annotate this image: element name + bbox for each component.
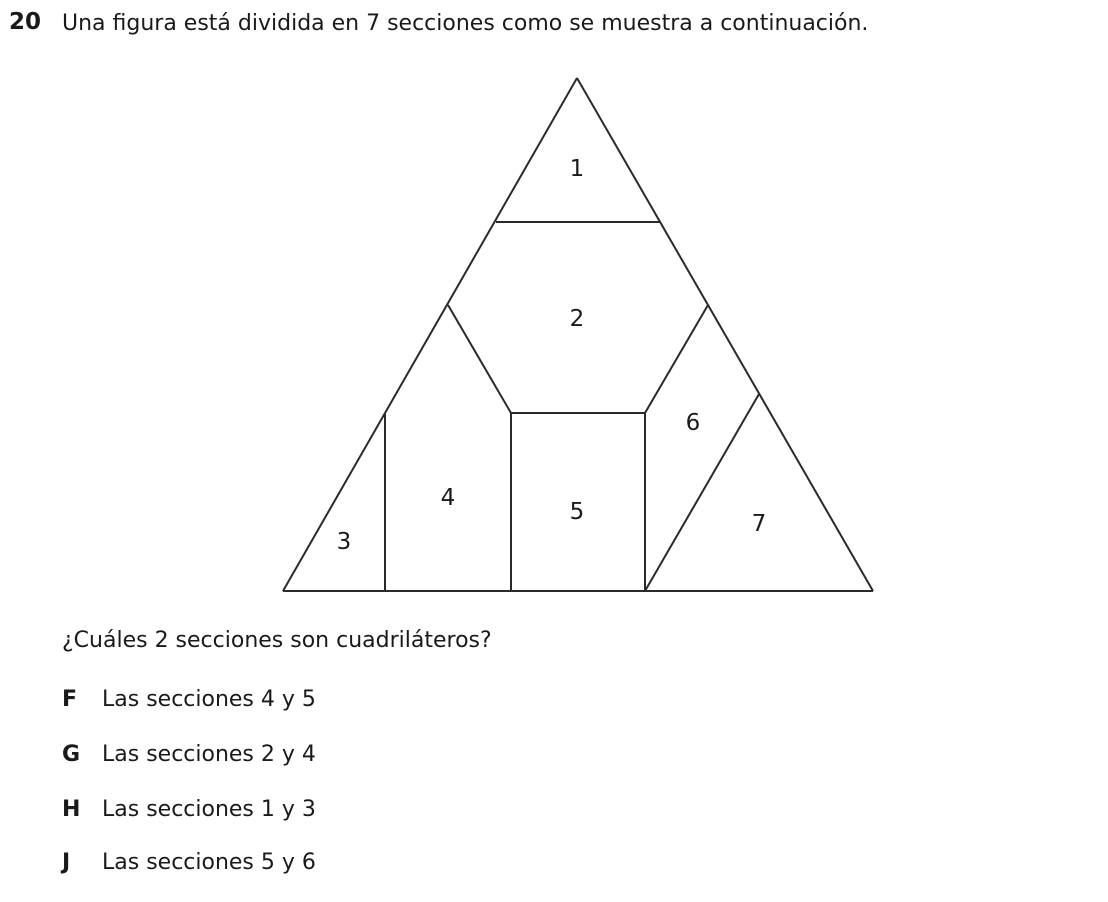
- question-number: 20: [9, 9, 42, 35]
- choice-letter: F: [62, 687, 78, 712]
- answer-choice-j[interactable]: [62, 850, 316, 875]
- choice-letter: G: [62, 742, 81, 767]
- answer-choice-g[interactable]: [62, 742, 316, 767]
- answer-choice-h[interactable]: [62, 797, 316, 822]
- choice-letter: H: [62, 797, 81, 822]
- question-prompt: ¿Cuáles 2 secciones son cuadriláteros?: [62, 628, 492, 653]
- section-label-1: 1: [569, 156, 585, 182]
- divider-6-7: [645, 394, 759, 591]
- section-label-4: 4: [440, 485, 456, 511]
- choice-text: Las secciones 1 y 3: [102, 797, 316, 822]
- choice-letter: J: [62, 850, 71, 875]
- choice-text: Las secciones 2 y 4: [102, 742, 316, 767]
- outer-left-edge: [283, 78, 577, 591]
- choice-text: Las secciones 4 y 5: [102, 687, 316, 712]
- divider-2-4: [448, 305, 511, 413]
- section-label-3: 3: [336, 529, 352, 555]
- outer-right-edge: [577, 78, 873, 591]
- section-label-5: 5: [569, 499, 585, 525]
- section-label-2: 2: [569, 306, 585, 332]
- divider-2-6: [645, 305, 708, 413]
- choice-text: Las secciones 5 y 6: [102, 850, 316, 875]
- answer-choice-f[interactable]: [62, 687, 316, 712]
- question-text: Una figura está dividida en 7 secciones como se muestra a continuación.: [62, 11, 869, 36]
- section-label-6: 6: [685, 410, 701, 436]
- section-label-7: 7: [751, 511, 767, 537]
